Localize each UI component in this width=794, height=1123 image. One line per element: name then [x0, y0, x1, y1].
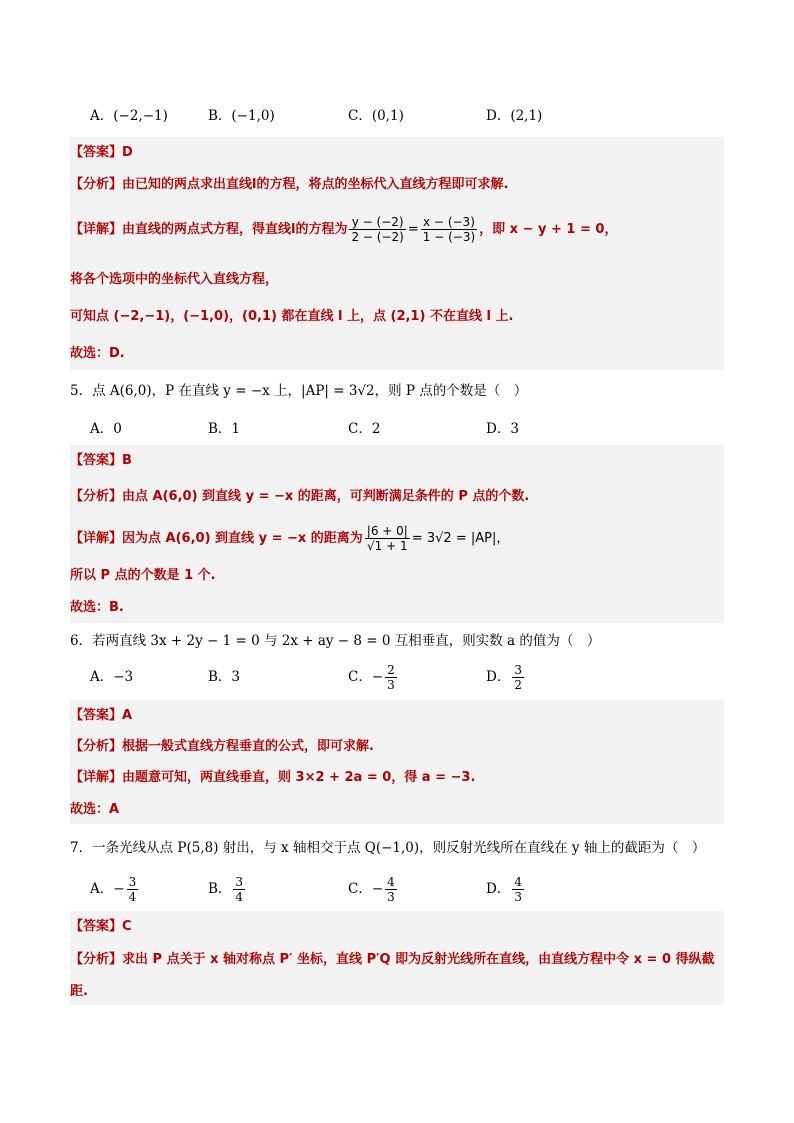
q7-option-a[interactable]	[90, 872, 140, 906]
detail-text: 由题意可知，两直线垂直，则 3×2 + 2a = 0，得 a = −3.	[122, 770, 476, 785]
frac-denominator: 3	[387, 890, 395, 904]
frac-numerator: y − (−2)	[349, 215, 405, 230]
answer-tag: 【答案】	[70, 919, 123, 934]
option-fraction	[385, 663, 397, 692]
q7-stem: 7．一条光线从点 P(5,8) 射出，与 x 轴相交于点 Q(−1,0)，则反射光线所在直线在 y 轴上的截距为（ ）	[70, 840, 706, 856]
q5-stem: 5．点 A(6,0)，P 在直线 y = −x 上，|AP| = 3√2，则 P 点的个数是（ ）	[70, 383, 528, 399]
frac-numerator: |6 + 0|	[366, 524, 408, 538]
frac-numerator: 3	[128, 875, 137, 889]
answer-tag: 【答案】	[70, 708, 123, 723]
q5-analysis	[70, 487, 724, 507]
q4-answer	[70, 143, 724, 163]
q4-detail-line3: 可知点 (−2,−1)，(−1,0)，(0,1) 都在直线 l 上，点 (2,1) 不在直线 l 上.	[70, 309, 514, 324]
q5-choice: 故选：B.	[70, 600, 124, 615]
q6-detail	[70, 768, 724, 788]
option-prefix: C．−	[348, 881, 384, 897]
analysis-tag: 【分析】	[70, 739, 123, 754]
answer-value: A	[122, 708, 133, 723]
q5-option-c[interactable]: C．2	[348, 421, 381, 437]
q6-answer	[70, 706, 724, 726]
detail-text-post: ，即 x − y + 1 = 0，	[479, 222, 618, 237]
analysis-text: 根据一般式直线方程垂直的公式，即可求解.	[122, 739, 374, 754]
q5-fraction	[365, 524, 410, 553]
frac-numerator: x − (−3)	[421, 215, 477, 230]
q7-analysis-cont: 距.	[70, 984, 88, 999]
option-fraction	[512, 663, 524, 692]
q7-option-d[interactable]	[486, 872, 526, 906]
q6-choice: 故选：A	[70, 802, 120, 817]
q5-option-b[interactable]: B．1	[208, 421, 241, 437]
q4-fraction-1	[349, 215, 405, 244]
option-prefix: A．−	[90, 881, 125, 897]
q4-solution-box	[70, 137, 724, 370]
analysis-tag: 【分析】	[70, 952, 123, 967]
q6-stem: 6．若两直线 3x + 2y − 1 = 0 与 2x + ay − 8 = 0 互相垂直，则实数 a 的值为（ ）	[70, 633, 601, 649]
q4-detail-line2: 将各个选项中的坐标代入直线方程，	[70, 272, 279, 287]
answer-value: D	[122, 145, 133, 160]
analysis-text: 由点 A(6,0) 到直线 y = −x 的距离，可判断满足条件的 P 点的个数.	[122, 489, 530, 504]
frac-numerator: 2	[387, 663, 395, 677]
q5-answer	[70, 451, 724, 471]
option-fraction	[385, 875, 397, 904]
analysis-tag: 【分析】	[70, 489, 123, 504]
q6-option-a[interactable]: A．−3	[90, 669, 134, 685]
q4-option-d[interactable]: D．(2,1)	[486, 108, 543, 124]
q7-option-b[interactable]	[208, 872, 247, 906]
answer-tag: 【答案】	[70, 453, 123, 468]
answer-tag: 【答案】	[70, 145, 123, 160]
frac-numerator: 4	[387, 875, 395, 889]
detail-text-post: = 3√2 = |AP|，	[411, 531, 510, 546]
answer-value: B	[122, 453, 132, 468]
option-fraction	[233, 875, 245, 904]
frac-denominator: 1 − (−3)	[422, 230, 476, 244]
q6-option-d[interactable]	[486, 660, 526, 694]
detail-text: 由直线的两点式方程，得直线l的方程为	[122, 222, 348, 237]
q4-fraction-2	[421, 215, 477, 244]
detail-text: 因为点 A(6,0) 到直线 y = −x 的距离为	[122, 531, 363, 546]
detail-tag: 【详解】	[70, 770, 123, 785]
frac-numerator: 4	[514, 875, 522, 889]
frac-denominator: 3	[387, 678, 395, 692]
q7-answer	[70, 917, 724, 937]
option-prefix: C．−	[348, 669, 384, 685]
q7-analysis	[70, 950, 724, 970]
q5-detail	[70, 522, 724, 556]
detail-tag: 【详解】	[70, 222, 123, 237]
q5-option-d[interactable]: D．3	[486, 421, 519, 437]
analysis-text: 由已知的两点求出直线l的方程，将点的坐标代入直线方程即可求解.	[122, 177, 509, 192]
q4-analysis	[70, 175, 724, 195]
frac-numerator: 3	[514, 663, 522, 677]
q6-option-c[interactable]	[348, 660, 399, 694]
analysis-tag: 【分析】	[70, 177, 123, 192]
equals-sign: =	[407, 222, 419, 237]
q4-option-b[interactable]: B．(−1,0)	[208, 108, 275, 124]
q5-detail-line2: 所以 P 点的个数是 1 个.	[70, 568, 216, 583]
frac-denominator: 2	[514, 678, 522, 692]
option-prefix: D．	[486, 881, 511, 897]
q4-detail	[70, 213, 724, 247]
option-fraction	[512, 875, 524, 904]
q4-option-c[interactable]: C．(0,1)	[348, 108, 404, 124]
analysis-text: 求出 P 点关于 x 轴对称点 P′ 坐标，直线 P′Q 即为反射光线所在直线，由直线方程中令 x = 0 得纵截	[122, 952, 715, 967]
q6-analysis	[70, 737, 724, 757]
frac-denominator: √1 + 1	[367, 539, 408, 553]
option-prefix: D．	[486, 669, 511, 685]
frac-denominator: 4	[128, 890, 137, 904]
answer-value: C	[122, 919, 132, 934]
q4-option-a[interactable]: A．(−2,−1)	[90, 108, 168, 124]
q5-option-a[interactable]: A．0	[90, 421, 122, 437]
option-prefix: B．	[208, 881, 232, 897]
frac-denominator: 2 − (−2)	[351, 230, 404, 244]
option-fraction	[127, 875, 139, 904]
q6-option-b[interactable]: B．3	[208, 669, 241, 685]
q7-option-c[interactable]	[348, 872, 399, 906]
frac-denominator: 4	[235, 890, 244, 904]
frac-numerator: 3	[235, 875, 244, 889]
detail-tag: 【详解】	[70, 531, 123, 546]
frac-denominator: 3	[514, 890, 522, 904]
q4-choice: 故选：D.	[70, 346, 125, 361]
